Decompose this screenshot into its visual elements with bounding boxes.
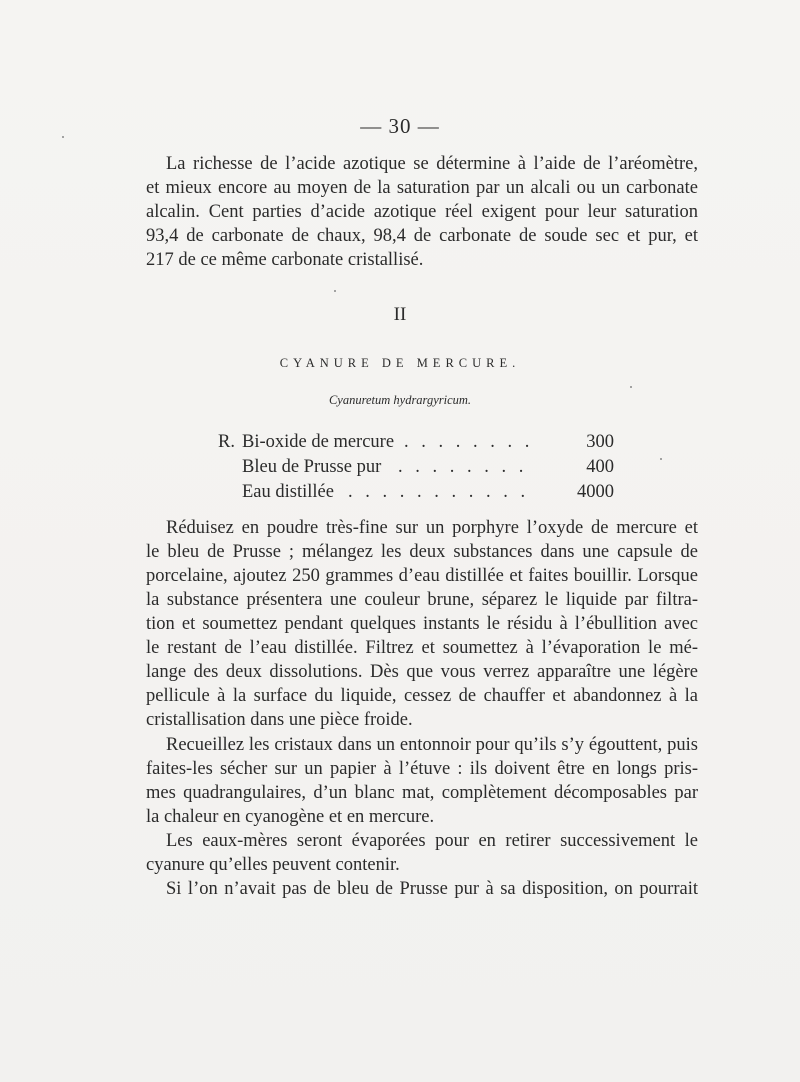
- scan-speck: [62, 136, 64, 138]
- text-line: cyanure qu’elles peuvent contenir.: [146, 855, 400, 875]
- text-line: porcelaine, ajoutez 250 grammes d’eau distillée et faites bouillir. Lorsque: [146, 566, 698, 586]
- recipe-row: [218, 482, 618, 506]
- leader-dots: . . . . . . . . . . .: [348, 482, 530, 502]
- leader-dots: . . . . . . . .: [398, 457, 528, 477]
- text-line: La richesse de l’acide azotique se détermine à l’aide de l’aréomètre,: [166, 154, 698, 174]
- text-line: le restant de l’eau distillée. Filtrez et soumettez à l’évaporation le mé-: [146, 638, 698, 658]
- text-line: tion et soumettez pendant quelques instants le résidu à l’ébullition avec: [146, 614, 698, 634]
- ingredient-quantity: 300: [586, 432, 614, 452]
- text-line: Réduisez en poudre très-fine sur un porphyre l’oxyde de mercure et: [166, 518, 698, 538]
- text-line: lange des deux dissolutions. Dès que vous verrez apparaître une légère: [146, 662, 698, 682]
- text-line: faites-les sécher sur un papier à l’étuve : ils doivent être en longs pris-: [146, 759, 698, 779]
- scan-speck: [660, 458, 662, 460]
- ingredient-name: Bleu de Prusse pur: [242, 457, 382, 477]
- text-line: Si l’on n’avait pas de bleu de Prusse pur à sa disposition, on pourrait: [166, 879, 698, 899]
- paragraph-nitric-acid: [146, 152, 698, 272]
- text-line: et mieux encore au moyen de la saturation par un alcali ou un carbonate: [146, 178, 698, 198]
- page-number: — 30 —: [360, 114, 440, 138]
- text-line: 93,4 de carbonate de chaux, 98,4 de carbonate de soude sec et pur, et: [146, 226, 698, 246]
- ingredient-name: Eau distillée: [242, 482, 334, 502]
- paragraph-crystals: [146, 733, 698, 829]
- paragraph-preparation: [146, 516, 698, 732]
- section-subtitle: Cyanuretum hydrargyricum.: [328, 393, 472, 407]
- ingredient-name: Bi-oxide de mercure: [242, 432, 395, 452]
- recipe-row: [218, 432, 618, 456]
- scan-speck: [630, 386, 632, 388]
- section-number: II: [393, 304, 407, 325]
- scan-speck: [334, 290, 336, 292]
- text-line: Recueillez les cristaux dans un entonnoir pour qu’ils s’y égouttent, puis: [166, 735, 698, 755]
- leader-dots: . . . . . . . .: [404, 432, 534, 452]
- text-line: la substance présentera une couleur brune, séparez le liquide par filtra-: [146, 590, 698, 610]
- text-line: le bleu de Prusse ; mélangez les deux substances dans une capsule de: [146, 542, 698, 562]
- recipe-prefix: R.: [218, 432, 235, 452]
- recipe-row: [218, 457, 618, 481]
- text-line: mes quadrangulaires, d’un blanc mat, complètement décomposables par: [146, 783, 698, 803]
- text-line: alcalin. Cent parties d’acide azotique réel exigent pour leur saturation: [146, 202, 698, 222]
- text-line: cristallisation dans une pièce froide.: [146, 710, 413, 730]
- text-line: la chaleur en cyanogène et en mercure.: [146, 807, 435, 827]
- ingredient-quantity: 400: [586, 457, 614, 477]
- paragraph-alternative: [146, 877, 698, 901]
- text-line: Les eaux-mères seront évaporées pour en retirer successivement le: [166, 831, 698, 851]
- section-title: CYANURE DE MERCURE.: [279, 356, 521, 370]
- text-line: pellicule à la surface du liquide, cessez de chauffer et abandonnez à la: [146, 686, 698, 706]
- paragraph-mother-liquors: [146, 829, 698, 877]
- text-line: 217 de ce même carbonate cristallisé.: [146, 250, 424, 270]
- ingredient-quantity: 4000: [577, 482, 614, 502]
